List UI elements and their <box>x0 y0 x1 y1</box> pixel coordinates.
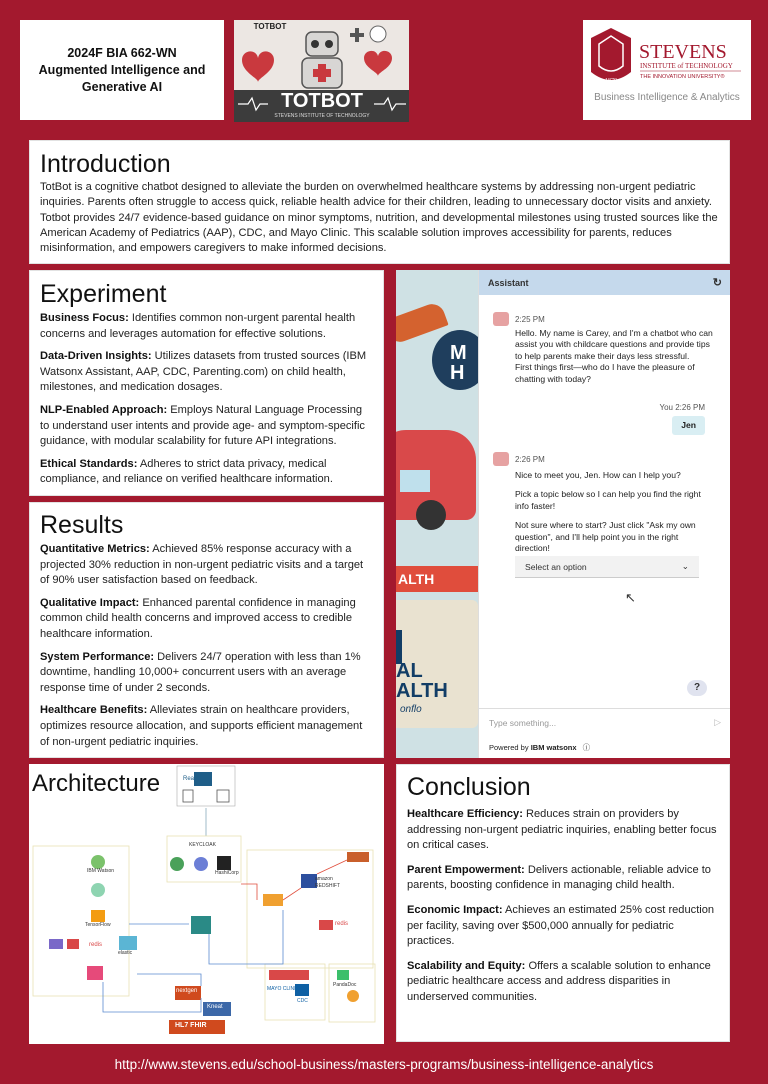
user-message-time: You 2:26 PM <box>659 403 705 412</box>
introduction-section <box>29 140 730 264</box>
conclusion-item <box>407 807 719 854</box>
cursor-icon: ↖ <box>625 590 636 605</box>
arch-label-cdc: CDC <box>297 998 308 1004</box>
item-text: Enhanced parental confidence in managing common child health concerns and improved access to credible healthcare information. <box>40 596 356 640</box>
item-label: NLP-Enabled Approach: <box>40 403 168 416</box>
item-text: Adheres to strict data privacy, medical compliance, and reliance on verified healthcare information. <box>40 457 333 486</box>
car-wheel <box>416 500 446 530</box>
arch-label-amazon: amazon <box>315 876 333 882</box>
arch-label-watson: IBM Watson <box>87 868 115 874</box>
course-name-line1: Augmented Intelligence and <box>38 62 206 77</box>
item-label: Data-Driven Insights: <box>40 350 152 363</box>
arch-label-mayo: MAYO CLINIC <box>267 986 300 992</box>
item-text: Identifies common non-urgent parental health concerns and leverages automation for effective solutions. <box>40 312 356 340</box>
chat-panel <box>478 270 730 758</box>
results-section <box>29 502 384 758</box>
bot-message-text: Hello. My name is Carey, and I'm a chatbot who can assist you with childcare questions and provide tips to help parents make their days less stressful. <box>515 328 713 361</box>
arch-label-hl7: HL7 FHIR <box>175 1022 207 1029</box>
item-label: Ethical Standards: <box>40 457 138 470</box>
conclusion-item <box>407 863 719 894</box>
experiment-section <box>29 270 384 496</box>
item-label: Business Focus: <box>40 312 129 324</box>
item-label: Healthcare Benefits: <box>40 704 148 717</box>
logo-subtext: STEVENS INSTITUTE OF TECHNOLOGY <box>274 113 370 119</box>
bot-message <box>515 328 715 385</box>
experiment-item <box>40 403 373 450</box>
car-window <box>400 470 430 492</box>
item-text: Achieves an estimated 25% cost reduction per facility, saving over $500,000 annually for pediatric practices. <box>407 903 715 948</box>
footer-url[interactable]: http://www.stevens.edu/school-business/masters-programs/business-intelligence-analytics <box>114 1057 654 1072</box>
arch-label-pandadoc: PandaDoc <box>333 982 357 988</box>
conclusion-section <box>396 764 730 1042</box>
results-item <box>40 703 373 750</box>
stevens-name: STEVENS <box>639 41 727 63</box>
info-icon[interactable]: ⓘ <box>582 743 591 752</box>
bg-letter: H <box>450 362 465 384</box>
stevens-subtitle: INSTITUTE of TECHNOLOGY <box>640 62 733 70</box>
arch-label-keycloak: KEYCLOAK <box>189 842 216 848</box>
logo-top-text: TOTBOT <box>253 22 287 31</box>
seal-year: 1870 <box>605 78 617 84</box>
bubble-shape <box>432 330 478 390</box>
arch-label-redis: redis <box>335 921 349 927</box>
bot-message-text: Pick a topic below so I can help you find the right info faster! <box>515 489 701 511</box>
stevens-logo-box <box>583 20 751 120</box>
totbot-logo <box>234 20 409 122</box>
architecture-title: Architecture <box>32 770 161 797</box>
chat-background-art <box>396 270 478 758</box>
bot-message-time: 2:25 PM <box>515 315 545 324</box>
bot-message-text: Not sure where to start? Just click "Ask my own question", and I'll help point you in the right direction! <box>515 520 696 554</box>
stevens-tagline: THE INNOVATION UNIVERSITY® <box>640 74 725 80</box>
item-text: Utilizes datasets from trusted sources (IBM Watsonx Assistant, AAP, CDC, Parenting.com) on child health, milestones, and medication dosages. <box>40 350 367 394</box>
logo-main-text: TOTBOT <box>281 90 363 112</box>
arch-label-redis: redis <box>89 942 103 948</box>
powered-by <box>489 742 590 753</box>
user-message: Jen <box>672 416 705 435</box>
bot-message <box>515 470 711 554</box>
select-option-dropdown[interactable] <box>515 556 699 578</box>
item-text: Achieved 85% response accuracy with a projected 30% reduction in non-urgent pediatric visits and a target of 90% user satisfaction based on feedback. <box>40 543 364 587</box>
item-text: Employs Natural Language Processing to understand user intents and provide age- and symptom-specific guidance, with modular scalability for future API integrations. <box>40 403 365 448</box>
item-text: Delivers actionable, reliable advice to parents, boosting confidence in managing child health. <box>407 863 711 892</box>
arch-label-elastic: elastic <box>118 950 133 956</box>
arch-label-react: React <box>183 776 199 782</box>
bg-stripe <box>396 630 402 664</box>
experiment-title: Experiment <box>40 280 167 308</box>
experiment-list <box>40 311 373 488</box>
item-label: System Performance: <box>40 650 155 663</box>
send-icon[interactable]: ▷ <box>714 717 721 727</box>
course-name-line2: Generative AI <box>81 79 163 94</box>
experiment-item <box>40 457 373 488</box>
robot-illustration <box>234 20 409 122</box>
results-title: Results <box>40 511 124 539</box>
powered-brand: IBM watsonx <box>530 743 577 752</box>
experiment-item <box>40 311 373 342</box>
item-text: Delivers 24/7 operation with less than 1% downtime, handling 10,000+ concurrent users with an average response time of under 2 seconds. <box>40 650 361 694</box>
chat-header <box>479 270 730 295</box>
architecture-section <box>29 764 384 1044</box>
course-code: 2024F BIA 662-WN <box>67 45 177 60</box>
arch-label-hashicorp: HashiCorp <box>215 870 239 876</box>
introduction-text: TotBot is a cognitive chatbot designed to alleviate the burden on overwhelmed healthcare systems by addressing non-urgent pediatric inquiries. Parents often struggle to access quick, reliable health advice for their children, leading to unnecessary doctor visits and anxiety. Totbot provides 24/7 evidence-based guidance on minor symptoms, nutrition, and developmental milestones using trusted sources like the American Academy of Pediatrics (AAP), CDC, and Mayo Clinic. This scalable solution improves accessibility for parents, reduces misinformation, and empowers caregivers to make informed decisions. <box>40 181 718 255</box>
item-text: Alleviates strain on healthcare providers, optimizes resource allocation, and supports efficient management of non-urgent pediatric inquiries. <box>40 704 363 748</box>
bg-text: onflo <box>400 704 422 715</box>
bg-text: AL <box>396 660 423 682</box>
arch-label-redshift: REDSHIFT <box>315 883 340 889</box>
item-label: Healthcare Efficiency: <box>407 808 523 820</box>
results-item <box>40 596 373 643</box>
help-button[interactable]: ? <box>687 680 707 696</box>
bot-avatar-icon <box>493 452 509 466</box>
bot-message-time: 2:26 PM <box>515 455 545 464</box>
conclusion-title: Conclusion <box>407 773 531 801</box>
course-box <box>20 20 224 120</box>
conclusion-item <box>407 959 719 1006</box>
conclusion-item <box>407 903 719 950</box>
bot-avatar-icon <box>493 312 509 326</box>
introduction-title: Introduction <box>40 150 171 178</box>
bg-letter: M <box>450 342 467 364</box>
item-label: Scalability and Equity: <box>407 959 526 972</box>
chat-screenshot <box>396 270 730 758</box>
bg-card <box>396 600 478 728</box>
results-list <box>40 542 373 750</box>
department-label: Business Intelligence & Analytics <box>594 92 740 103</box>
chat-header-title: Assistant <box>488 277 529 288</box>
item-text: Reduces strain on providers by addressing non-urgent pediatric inquiries, enabling better focus on critical cases. <box>407 808 717 852</box>
item-text: Offers a scalable solution to enhance pediatric healthcare access and address disparities in underserved communities. <box>407 959 711 1003</box>
item-label: Economic Impact: <box>407 903 503 916</box>
arch-label-kneat: Kneat <box>207 1004 223 1010</box>
bot-message-text: First things first—who do I have the pleasure of chatting with today? <box>515 362 695 384</box>
select-option-label: Select an option <box>525 561 587 572</box>
refresh-icon[interactable]: ↻ <box>712 277 722 289</box>
item-label: Parent Empowerment: <box>407 863 525 876</box>
powered-prefix: Powered by <box>489 743 531 752</box>
conclusion-list <box>407 807 719 1006</box>
arch-label-tensorflow: TensorFlow <box>85 922 111 928</box>
bg-text: ALTH <box>396 680 448 702</box>
architecture-diagram <box>29 764 384 1044</box>
chevron-down-icon: ⌄ <box>681 561 689 571</box>
stevens-logo <box>583 20 751 120</box>
bg-banner: ALTH <box>396 566 478 592</box>
results-item <box>40 542 373 589</box>
results-item <box>40 650 373 697</box>
chat-input[interactable]: Type something... <box>489 717 557 728</box>
arch-label-nextgen: nextgen <box>176 988 198 994</box>
bot-message-text: Nice to meet you, Jen. How can I help you? <box>515 470 681 480</box>
chat-input-bar <box>479 708 730 736</box>
item-label: Quantitative Metrics: <box>40 543 150 555</box>
experiment-item <box>40 349 373 396</box>
item-label: Qualitative Impact: <box>40 596 140 609</box>
